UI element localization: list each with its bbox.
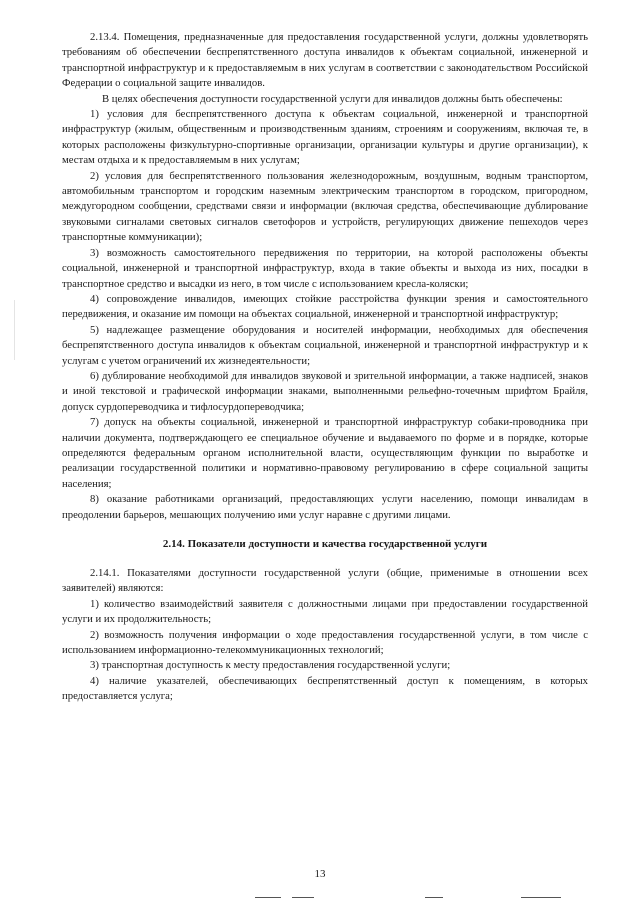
page-number: 13 [314,868,326,880]
list-item-5: 5) надлежащее размещение оборудования и носителей информации, необходимых для обеспечения беспрепятственного доступа инвалидов к объектам социальной, инженерной и транспортной инфраструктур и к услугам с учетом ограничений их жизнедеятельности; [62,323,588,367]
indicator-item-3: 3) транспортная доступность к месту предоставления государственной услуги; [90,659,451,672]
list-item-8: 8) оказание работниками организаций, предоставляющих услуги населению, помощи инвалидам в преодолении барьеров, мешающих получению ими услуг наравне с другими лицами. [62,493,588,521]
indicator-item-1: 1) количество взаимодействий заявителя с должностными лицами при предоставлении государственной услуги и их продолжительность; [62,597,588,626]
list-item-4: 4) сопровождение инвалидов, имеющих стойкие расстройства функции зрения и самостоятельного передвижения, и оказание им помощи на объектах социальной, инженерной и транспортной инфраструктур; [62,292,588,321]
footer-rule [425,897,443,898]
list-item-7: 7) допуск на объекты социальной, инженерной и транспортной инфраструктур собаки-проводника при наличии документа, подтверждающего ее специальное обучение и выдаваемого по форме и в порядке, которые определяются федеральным органом исполнительной власти, осуществляющим функции по выработке и реализации государственной политики и нормативно-правовому регулированию в сфере социальной защиты населения; [62,416,588,490]
list-item-2: 2) условия для беспрепятственного пользования железнодорожным, воздушным, водным транспортом, автомобильным транспортом и городским наземным электрическим транспортом в городском, пригородном, междугородном сообщении, средствами связи и информации (включая средства, обеспечивающие дублирование звуковыми сигналами световых сигналов светофоров и устройств, регулирующих движение пешеходов через транспортные коммуникации); [62,169,588,244]
footer-rule [255,897,281,898]
indicator-item-2: 2) возможность получения информации о ходе предоставления государственной услуги, в том числе с использованием информационно-телекоммуникационных технологий; [62,628,588,657]
list-item-3: 3) возможность самостоятельного передвижения по территории, на которой расположены объекты социальной, инженерной и транспортной инфраструктур, входа в такие объекты и выхода из них, посадки в транспортное средство и высадки из него, в том числе с использованием кресла-коляски; [62,246,588,290]
scan-edge-mark [14,300,15,360]
paragraph-2-13-4: 2.13.4. Помещения, предназначенные для предоставления государственной услуги, должны удовлетворять требованиям об обеспечении беспрепятственного доступа инвалидов к объектам социальной, инженерной и транспортной инфраструктур и к предоставляемым в них услугам в соответствии с законодательством Российской Федерации о социальной защите инвалидов. [62,31,588,90]
document-page [62,30,588,705]
footer-rule [292,897,314,898]
section-heading-2-14: 2.14. Показатели доступности и качества государственной услуги [162,538,488,550]
footer-rule [521,897,561,898]
list-item-1: 1) условия для беспрепятственного доступа к объектам социальной, инженерной и транспортной инфраструктур (жилым, общественным и производственным зданиям, строениям и сооружениям, включая те, в которых расположены физкультурно-спортивные организации, организации культуры и другие организации), к местам отдыха и к предоставляемым в них услугам; [62,108,588,167]
list-item-6: 6) дублирование необходимой для инвалидов звуковой и зрительной информации, а также надписей, знаков и иной текстовой и графической информации знаками, выполненными рельефно-точечным шрифтом Брайля, допуск сурдопереводчика и тифлосурдопереводчика; [62,369,588,413]
indicator-item-4: 4) наличие указателей, обеспечивающих беспрепятственный доступ к помещениям, в которых предоставляется услуга; [62,674,588,703]
paragraph-accessibility-intro: В целях обеспечения доступности государственной услуги для инвалидов должны быть обеспечены: [102,92,563,105]
paragraph-2-14-1: 2.14.1. Показателями доступности государственной услуги (общие, применимые в отношении всех заявителей) являются: [62,567,588,595]
